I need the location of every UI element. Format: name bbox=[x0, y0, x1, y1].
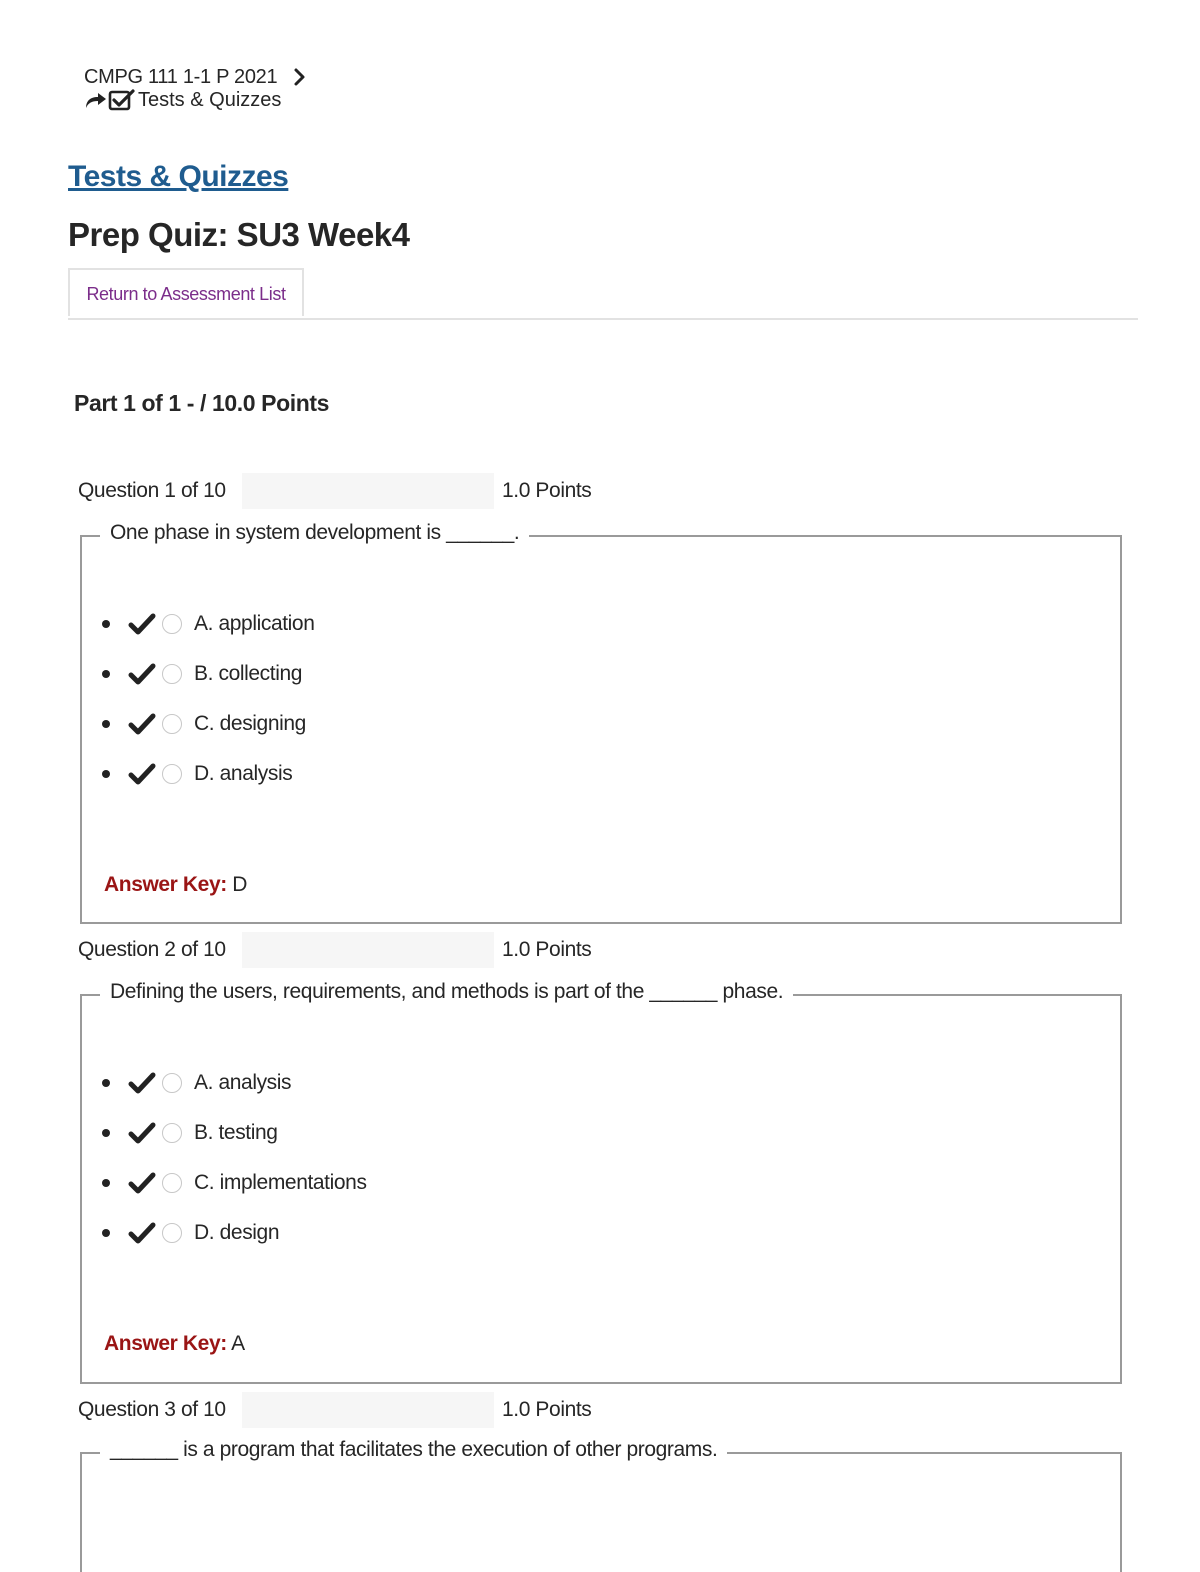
answer-radio[interactable] bbox=[162, 1123, 182, 1143]
question-header bbox=[78, 473, 638, 509]
score-field bbox=[242, 473, 494, 509]
question-box bbox=[80, 980, 1122, 1384]
answer-radio[interactable] bbox=[162, 614, 182, 634]
question-text: One phase in system development is ______. bbox=[100, 521, 529, 545]
answer-option bbox=[102, 1158, 367, 1208]
answer-radio[interactable] bbox=[162, 1223, 182, 1243]
bullet-icon bbox=[102, 1129, 110, 1137]
answer-radio[interactable] bbox=[162, 1073, 182, 1093]
question-header bbox=[78, 1392, 638, 1428]
question-text: Defining the users, requirements, and methods is part of the ______ phase. bbox=[100, 980, 793, 1004]
answer-key bbox=[104, 1332, 245, 1356]
checkmark-icon bbox=[128, 662, 156, 686]
answer-option bbox=[102, 649, 314, 699]
answer-text: B. testing bbox=[194, 1121, 278, 1144]
answer-key bbox=[104, 873, 247, 897]
question-points: 1.0 Points bbox=[502, 1398, 592, 1421]
checkbox-icon bbox=[108, 89, 136, 111]
breadcrumb bbox=[84, 66, 307, 111]
return-to-assessment-list-button[interactable]: Return to Assessment List bbox=[68, 268, 304, 316]
answer-radio[interactable] bbox=[162, 664, 182, 684]
answer-option bbox=[102, 699, 314, 749]
checkmark-icon bbox=[128, 712, 156, 736]
answer-text: A. analysis bbox=[194, 1071, 292, 1094]
question-box bbox=[80, 521, 1122, 924]
breadcrumb-tool[interactable]: Tests & Quizzes bbox=[138, 89, 282, 111]
breadcrumb-tool-row[interactable] bbox=[84, 89, 307, 111]
checkmark-icon bbox=[128, 1071, 156, 1095]
bullet-icon bbox=[102, 1229, 110, 1237]
bullet-icon bbox=[102, 720, 110, 728]
answer-option bbox=[102, 1208, 367, 1258]
answer-text: D. design bbox=[194, 1221, 280, 1244]
question-label: Question 3 of 10 bbox=[78, 1398, 226, 1421]
question-label: Question 1 of 10 bbox=[78, 479, 226, 502]
question-text: ______ is a program that facilitates the execution of other programs. bbox=[100, 1438, 727, 1462]
answer-option bbox=[102, 749, 314, 799]
tests-quizzes-link[interactable]: Tests & Quizzes bbox=[68, 160, 289, 193]
checkmark-icon bbox=[128, 762, 156, 786]
answer-radio[interactable] bbox=[162, 714, 182, 734]
answer-radio[interactable] bbox=[162, 1173, 182, 1193]
answer-text: A. application bbox=[194, 612, 315, 635]
bullet-icon bbox=[102, 1179, 110, 1187]
answer-option bbox=[102, 599, 314, 649]
bullet-icon bbox=[102, 670, 110, 678]
assessment-nav bbox=[68, 268, 1138, 320]
answer-text: C. implementations bbox=[194, 1171, 367, 1194]
answer-text: B. collecting bbox=[194, 662, 303, 685]
score-field bbox=[242, 932, 494, 968]
share-arrow-icon bbox=[84, 90, 108, 110]
question-points: 1.0 Points bbox=[502, 938, 592, 961]
answer-key-label: Answer Key: bbox=[104, 873, 227, 896]
answer-radio[interactable] bbox=[162, 764, 182, 784]
bullet-icon bbox=[102, 770, 110, 778]
chevron-right-icon bbox=[293, 66, 307, 88]
answer-option bbox=[102, 1108, 367, 1158]
answer-text: C. designing bbox=[194, 712, 306, 735]
question-box bbox=[80, 1438, 1122, 1572]
checkmark-icon bbox=[128, 1221, 156, 1245]
question-points: 1.0 Points bbox=[502, 479, 592, 502]
question-label: Question 2 of 10 bbox=[78, 938, 226, 961]
answer-key-value: A bbox=[226, 1332, 245, 1355]
breadcrumb-site[interactable]: CMPG 111 1-1 P 2021 bbox=[84, 66, 278, 88]
answer-list bbox=[102, 1058, 367, 1258]
checkmark-icon bbox=[128, 1171, 156, 1195]
answer-option bbox=[102, 1058, 367, 1108]
breadcrumb-site-row[interactable] bbox=[84, 66, 307, 88]
answer-list bbox=[102, 599, 314, 799]
answer-key-label: Answer Key: bbox=[104, 1332, 227, 1355]
checkmark-icon bbox=[128, 1121, 156, 1145]
score-field bbox=[242, 1392, 494, 1428]
page-title: Prep Quiz: SU3 Week4 bbox=[68, 216, 410, 253]
part-heading: Part 1 of 1 - / 10.0 Points bbox=[74, 390, 330, 416]
answer-text: D. analysis bbox=[194, 762, 293, 785]
checkmark-icon bbox=[128, 612, 156, 636]
bullet-icon bbox=[102, 1079, 110, 1087]
answer-key-value: D bbox=[226, 873, 248, 896]
bullet-icon bbox=[102, 620, 110, 628]
question-header bbox=[78, 932, 638, 968]
